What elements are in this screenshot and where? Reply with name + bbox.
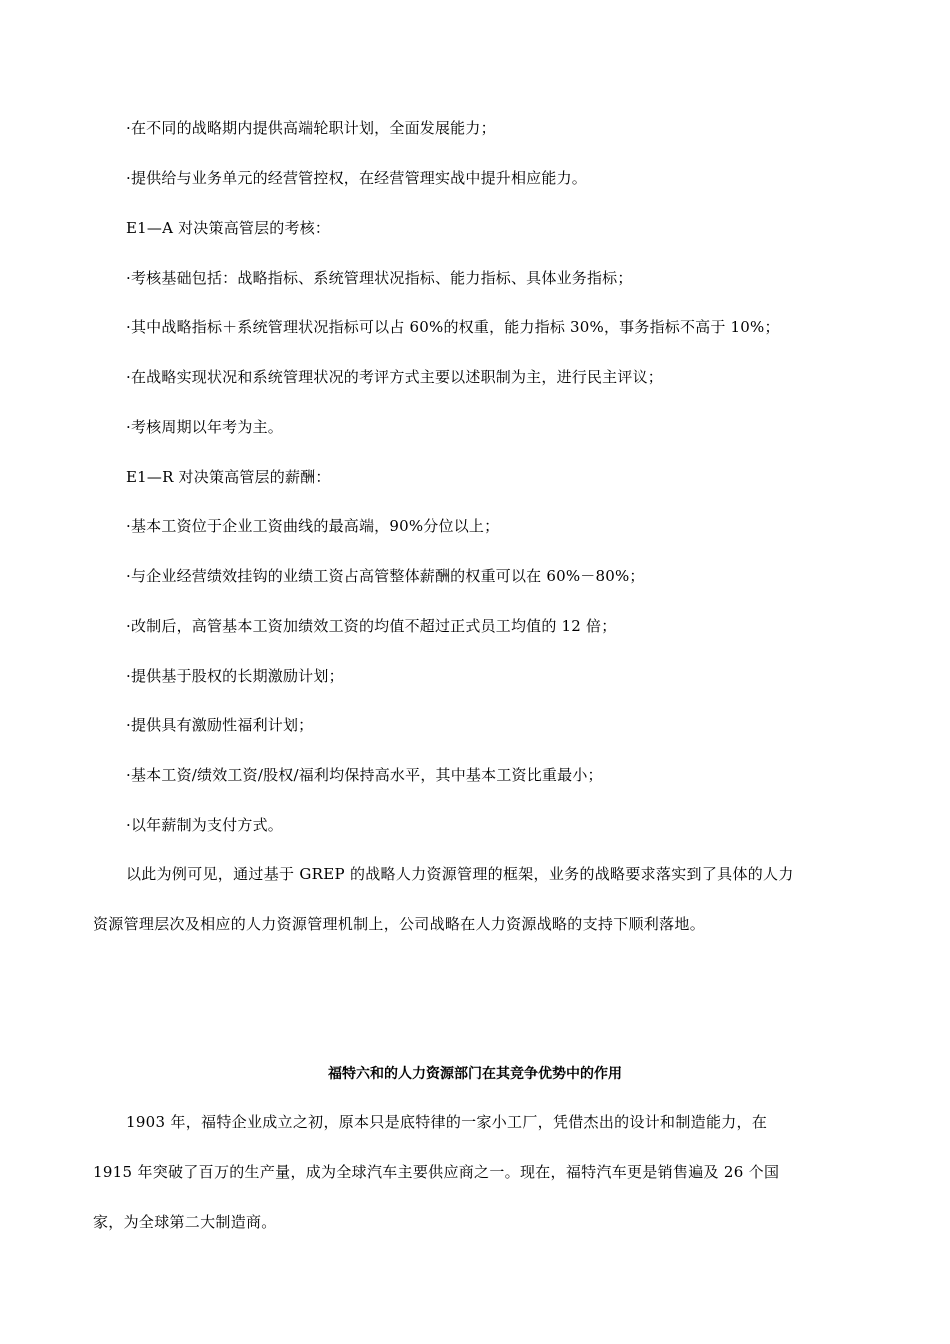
bullet-rotation-plan: ·在不同的战略期内提供高端轮职计划，全面发展能力； [126, 119, 496, 137]
bullet-base-salary: ·基本工资位于企业工资曲线的最高端，90%分位以上； [126, 517, 500, 535]
bullet-assessment-basis: ·考核基础包括：战略指标、系统管理状况指标、能力指标、具体业务指标； [126, 269, 633, 287]
bullet-annual-salary: ·以年薪制为支付方式。 [126, 816, 283, 834]
heading-e1-r: E1—R 对决策高管层的薪酬： [126, 468, 331, 486]
bullet-assessment-method: ·在战略实现状况和系统管理状况的考评方式主要以述职制为主，进行民主评议； [126, 368, 663, 386]
section-title: 福特六和的人力资源部门在其竞争优势中的作用 [328, 1066, 622, 1082]
bullet-assessment-weights: ·其中战略指标＋系统管理状况指标可以占 60%的权重，能力指标 30%，事务指标不高于 10%； [126, 318, 780, 336]
ford-paragraph-line-1: 1903 年，福特企业成立之初，原本只是底特律的一家小工厂，凭借杰出的设计和制造能力，在 [126, 1113, 768, 1131]
bullet-welfare-plan: ·提供具有激励性福利计划； [126, 716, 314, 734]
bullet-equity-incentive: ·提供基于股权的长期激励计划； [126, 667, 344, 685]
bullet-post-reform-cap: ·改制后，高管基本工资加绩效工资的均值不超过正式员工均值的 12 倍； [126, 617, 617, 635]
conclusion-line-1: 以此为例可见，通过基于 GREP 的战略人力资源管理的框架，业务的战略要求落实到了具体的人力 [126, 865, 794, 883]
bullet-management-control: ·提供给与业务单元的经营管控权，在经营管理实战中提升相应能力。 [126, 169, 587, 187]
ford-paragraph-line-3: 家，为全球第二大制造商。 [93, 1213, 277, 1231]
ford-paragraph-line-2: 1915 年突破了百万的生产量，成为全球汽车主要供应商之一。现在，福特汽车更是销售遍及 26 个国 [93, 1163, 780, 1181]
bullet-assessment-cycle: ·考核周期以年考为主。 [126, 418, 283, 436]
conclusion-line-2: 资源管理层次及相应的人力资源管理机制上，公司战略在人力资源战略的支持下顺利落地。 [93, 915, 706, 933]
bullet-performance-pay: ·与企业经营绩效挂钩的业绩工资占高管整体薪酬的权重可以在 60%－80%； [126, 567, 645, 585]
bullet-pay-structure: ·基本工资/绩效工资/股权/福利均保持高水平，其中基本工资比重最小； [126, 766, 603, 784]
heading-e1-a: E1—A 对决策高管层的考核： [126, 219, 331, 237]
